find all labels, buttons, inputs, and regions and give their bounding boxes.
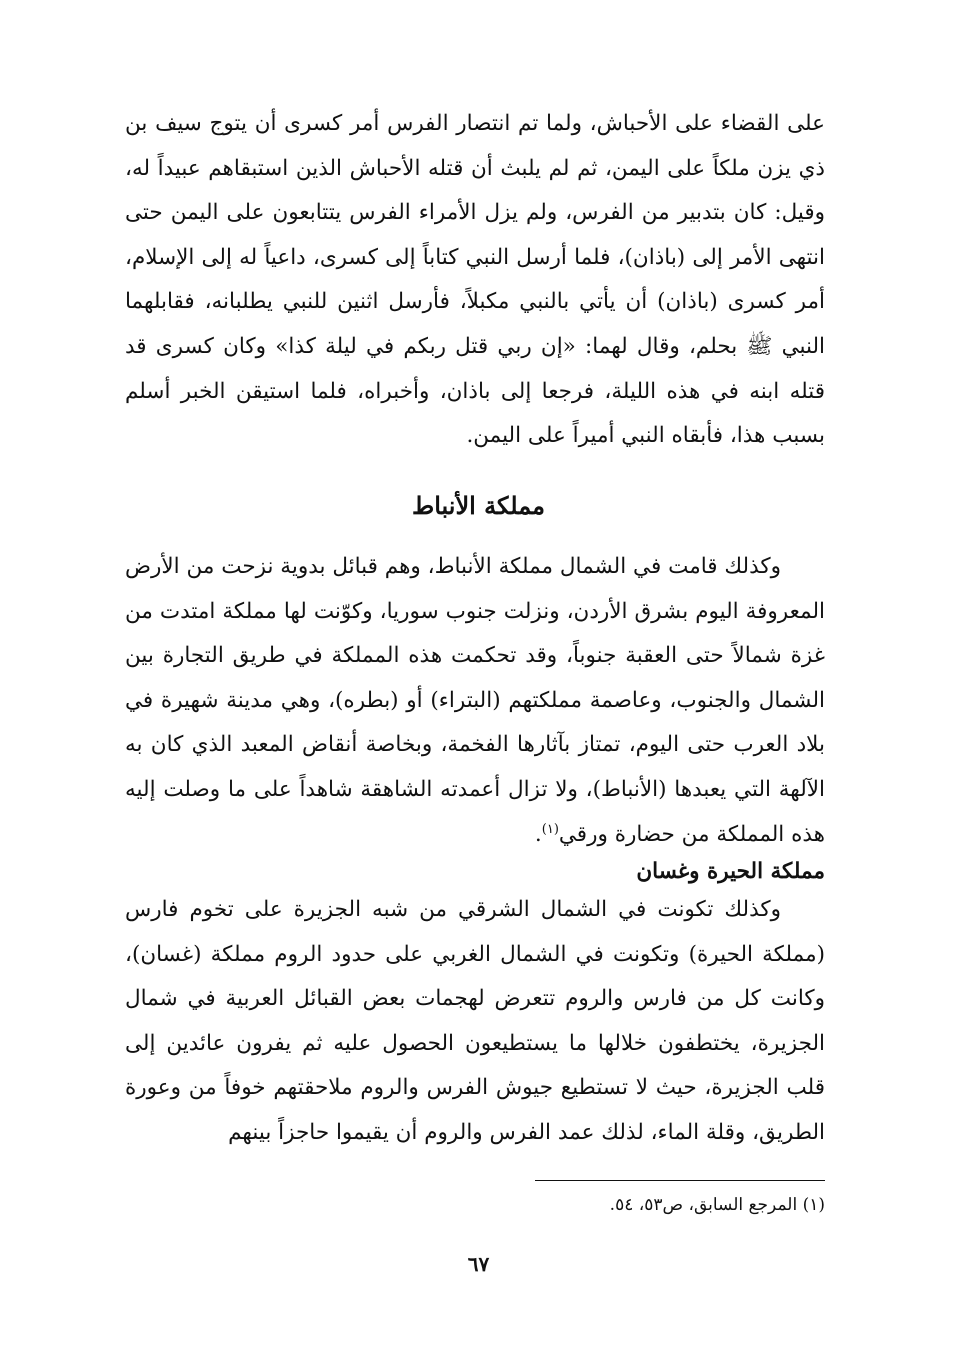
page-number: ٦٧ [467, 1252, 490, 1276]
footnote-text: (١) المرجع السابق، ص٥٣، ٥٤. [609, 1195, 825, 1215]
nabataea-block [125, 545, 825, 857]
nabataea-heading: مملكة الأنباط [412, 491, 545, 520]
nabataea-paragraph-text: وكذلك قامت في الشمال مملكة الأنباط، وهم قبائل بدوية نزحت من الأرض المعروفة اليوم بشرق الأردن، ونزلت جنوب سوريا، وكوّنت لها مملكة امتدت من غزة شمالاً حتى العقبة جنوباً، وقد تحكمت هذه المملكة في طريق التجارة بين الشمال والجنوب، وعاصمة مملكتهم (البتراء) أو (بطره)، وهي مدينة شهيرة في بلاد العرب حتى اليوم، تمتاز بآثارها الفخمة، وبخاصة أنقاض المعبد الذي كان به الآلهة التي يعبدها (الأنباط)، ولا تزال أعمدته الشاهقة شاهداً على ما وصلت إليه هذه المملكة من حضارة ورقي [125, 554, 825, 847]
footnote-reference[interactable]: (١) [541, 821, 559, 837]
intro-block [125, 102, 825, 459]
hira-paragraph: وكذلك تكونت في الشمال الشرقي من شبه الجزيرة على تخوم فارس (مملكة الحيرة) وتكونت في الشمال الغربي على حدود الروم مملكة (غسان)، وكانت كل من فارس والروم تتعرض لهجمات بعض القبائل العربية في شمال الجزيرة، يختطفون خلالها ما يستطيعون الحصول عليه ثم يفرون عائدين إلى قلب الجزيرة، حيث لا تستطيع جيوش الفرس والروم ملاحقتهم خوفاً من وعورة الطريق، وقلة الماء، لذلك عمد الفرس والروم أن يقيموا حاجزاً بينهم [125, 897, 825, 1145]
nabataea-paragraph [125, 545, 825, 857]
intro-paragraph: على القضاء على الأحباش، ولما تم انتصار الفرس أمر كسرى أن يتوج سيف بن ذي يزن ملكاً على اليمن، ثم لم يلبث أن قتله الأحباش الذين استبقاهم عبيداً له، وقيل: كان بتدبير من الفرس، ولم يزل الأمراء الفرس يتتابعون على اليمن حتى انتهى الأمر إلى (باذان)، فلما أرسل النبي كتاباً إلى كسرى، داعياً له إلى الإسلام، أمر كسرى (باذان) أن يأتي بالنبي مكبلاً، فأرسل اثنين للنبي يطلبانه، فقابلهما النبي ﷺ بحلم، وقال لهما: «إن ربي قتل ربكم في ليلة كذا» وكان كسرى قد قتله ابنه في هذه الليلة، فرجعا إلى باذان، وأخبراه، فلما استيقن الخبر أسلم بسبب هذا، فأبقاه النبي أميراً على اليمن. [125, 111, 825, 449]
hira-block [125, 888, 825, 1156]
hira-ghassan-heading: مملكة الحيرة وغسان [636, 859, 825, 884]
nabataea-paragraph-end: . [534, 821, 542, 847]
footnote-divider [535, 1180, 825, 1181]
